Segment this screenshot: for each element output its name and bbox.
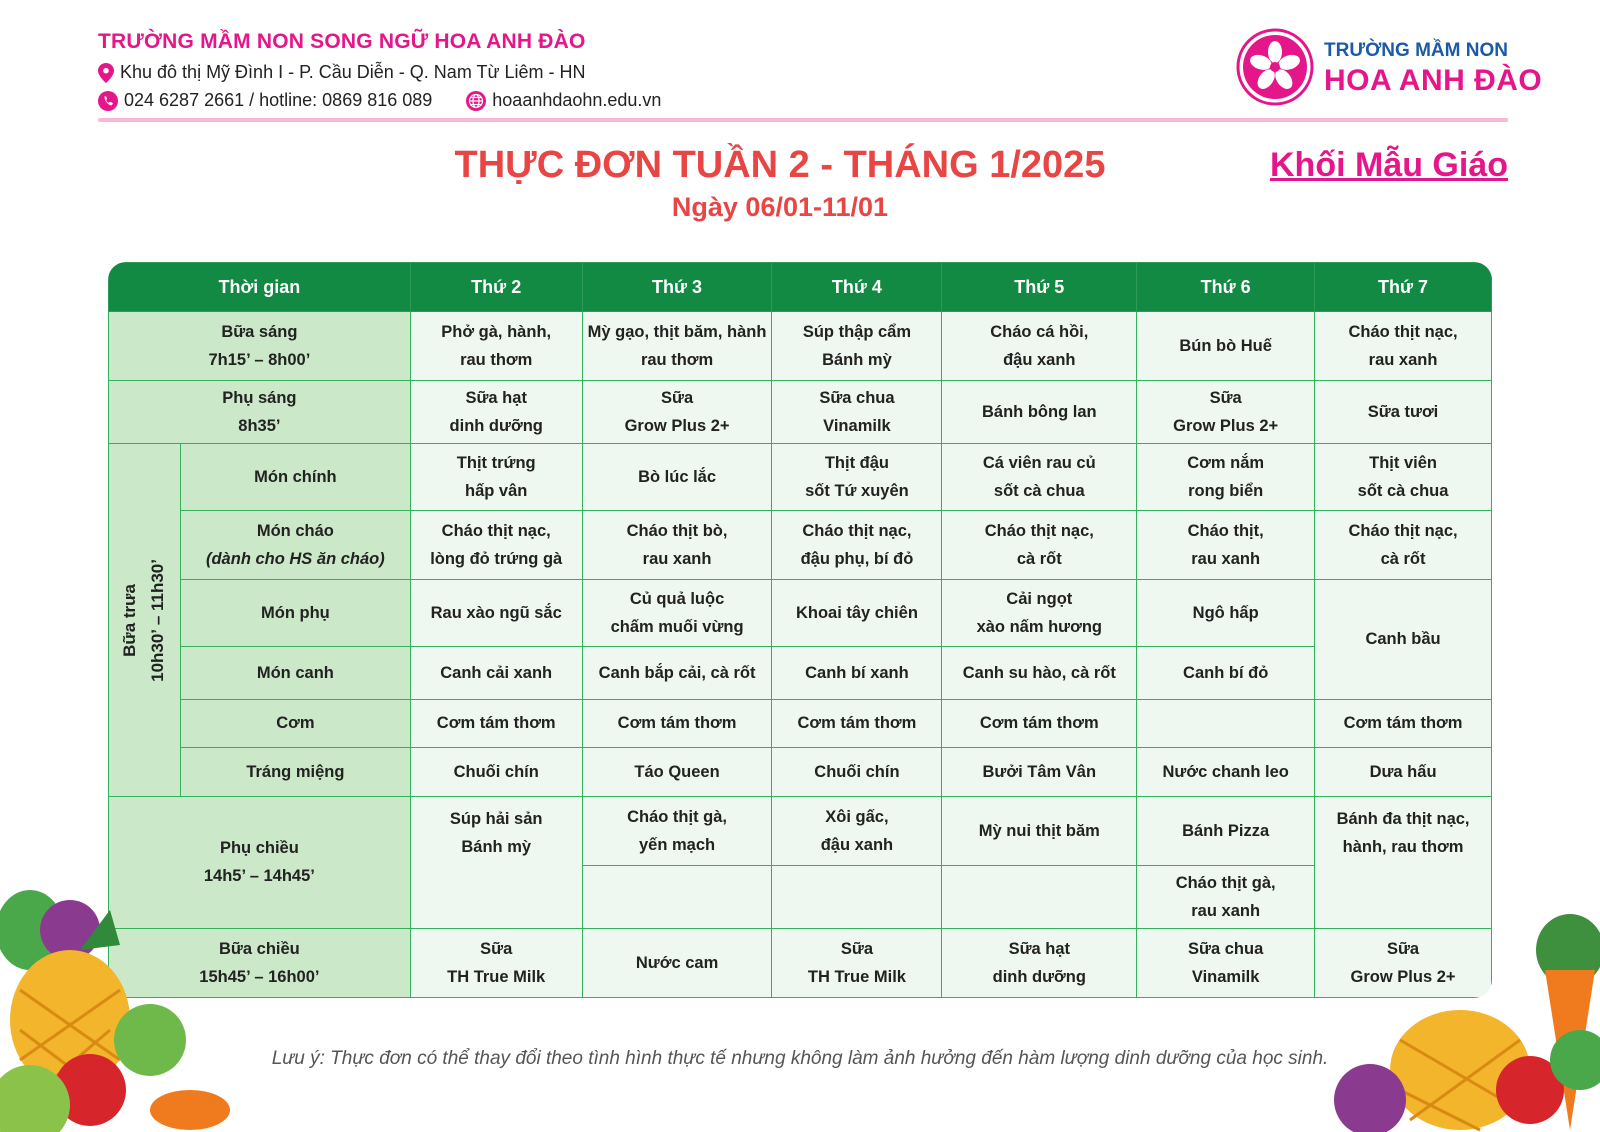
- cell-line: Bánh mỳ: [461, 838, 532, 857]
- header-divider: [98, 118, 1508, 122]
- cell-msnack-fri: [1137, 381, 1315, 444]
- label-dessert: Tráng miệng: [180, 748, 410, 797]
- weekly-menu-table: [108, 262, 1492, 998]
- cell-line: rau thơm: [640, 351, 714, 369]
- page-title: THỰC ĐƠN TUẦN 2 - THÁNG 1/2025: [454, 144, 1106, 186]
- cell-line: Grow Plus 2+: [1173, 416, 1279, 435]
- cell-soup-thu: Canh su hào, cà rốt: [942, 646, 1137, 699]
- address-text: Khu đô thị Mỹ Đình I - P. Cầu Diễn - Q. Nam Từ Liêm - HN: [120, 62, 586, 82]
- cell-dinner-tue: [582, 928, 772, 997]
- label-breakfast: [109, 312, 411, 381]
- cell-line: Sữa: [1386, 939, 1420, 958]
- cell-breakfast-sat: [1315, 312, 1492, 381]
- cell-line: Cháo thịt gà,: [627, 808, 728, 827]
- map-pin-icon: [98, 63, 114, 83]
- cell-asnack-tue: [582, 797, 772, 866]
- cell-line: rau xanh: [642, 549, 712, 568]
- cell-line: Vinamilk: [1191, 967, 1260, 986]
- cell-line: Cơm nắm: [1187, 453, 1265, 472]
- contact-line: [98, 90, 661, 111]
- cell-msnack-thu: [942, 381, 1137, 444]
- cell-line: Súp hải sản: [449, 810, 543, 829]
- cell-line: dinh dưỡng: [992, 967, 1086, 986]
- cell-dessert-fri: Nước chanh leo: [1137, 748, 1315, 797]
- cell-line: Phở gà, hành,: [441, 323, 552, 341]
- cell-side-soup-sat: Canh bầu: [1315, 579, 1492, 699]
- cell-dinner-mon: [410, 928, 582, 997]
- cell-line: Bún bò Huế: [1179, 337, 1272, 355]
- cell-line: Sữa: [480, 939, 513, 958]
- cell-line: rau xanh: [1191, 549, 1261, 568]
- cell-line: Sữa hạt: [1008, 939, 1071, 958]
- label-line: Món cháo: [256, 521, 334, 540]
- cell-soup-wed: Canh bí xanh: [772, 646, 942, 699]
- cell-asnack-wed-empty: [772, 866, 942, 929]
- cell-line: TH True Milk: [807, 967, 906, 986]
- col-header-fri: Thứ 6: [1137, 263, 1315, 312]
- label-time: 10h30’ – 11h30’: [148, 558, 168, 682]
- label-side-dish: Món phụ: [180, 579, 410, 646]
- cell-breakfast-mon: [410, 312, 582, 381]
- cell-asnack-fri-top: [1137, 797, 1315, 866]
- fruit-illustration-left: [0, 890, 240, 1132]
- cell-line: Xôi gấc,: [825, 808, 889, 827]
- cell-asnack-mon: [410, 797, 582, 929]
- row-lunch-dessert: [109, 748, 1492, 797]
- cell-line: TH True Milk: [447, 967, 546, 986]
- cell-line: Cháo thịt,: [1187, 521, 1264, 540]
- cell-line: dinh dưỡng: [449, 416, 543, 435]
- cell-porridge-tue: [582, 510, 772, 579]
- label-morning-snack: [109, 381, 411, 444]
- cell-line: sốt cà chua: [1357, 481, 1449, 500]
- row-lunch-side: [109, 579, 1492, 646]
- label-note: (dành cho HS ăn cháo): [205, 549, 385, 568]
- cell-line: Sữa chua: [1188, 939, 1264, 958]
- cell-line: Grow Plus 2+: [1350, 967, 1456, 986]
- row-lunch-main: [109, 443, 1492, 510]
- header-row: [109, 263, 1492, 312]
- cell-asnack-sat: [1315, 797, 1492, 929]
- cell-porridge-sat: [1315, 510, 1492, 579]
- row-morning-snack: [109, 381, 1492, 444]
- row-breakfast: [109, 312, 1492, 381]
- cell-line: rau xanh: [1368, 351, 1438, 369]
- cell-line: Sữa: [840, 939, 873, 958]
- cell-dinner-wed: [772, 928, 942, 997]
- cell-breakfast-fri: [1137, 312, 1315, 381]
- cell-dessert-tue: Táo Queen: [582, 748, 772, 797]
- cell-porridge-fri: [1137, 510, 1315, 579]
- label-time: 7h15’ – 8h00’: [208, 351, 311, 369]
- cell-line: Cải ngọt: [1006, 589, 1073, 608]
- row-dinner: [109, 928, 1492, 997]
- cell-soup-mon: Canh cải xanh: [410, 646, 582, 699]
- cell-side-fri: [1137, 579, 1315, 646]
- cell-side-wed: [772, 579, 942, 646]
- globe-icon: [466, 91, 486, 111]
- cell-line: Cháo cá hồi,: [990, 323, 1089, 341]
- cell-soup-fri: Canh bí đỏ: [1137, 646, 1315, 699]
- label-time: 15h45’ – 16h00’: [199, 967, 320, 986]
- cell-main-tue: [582, 443, 772, 510]
- label-line: Bữa chiều: [219, 939, 300, 958]
- col-header-time: Thời gian: [109, 263, 411, 312]
- cell-line: Nước cam: [635, 953, 719, 972]
- cell-line: Bánh Pizza: [1182, 822, 1270, 841]
- date-range: Ngày 06/01-11/01: [671, 192, 889, 222]
- cell-dinner-thu: [942, 928, 1137, 997]
- cell-side-thu: [942, 579, 1137, 646]
- cell-breakfast-tue: [582, 312, 772, 381]
- label-line: Phụ chiều: [219, 839, 299, 858]
- cell-rice-thu: Cơm tám thơm: [942, 699, 1137, 748]
- website: [466, 90, 661, 111]
- cell-line: rau xanh: [1191, 901, 1261, 920]
- col-header-tue: Thứ 3: [582, 263, 772, 312]
- cell-line: đậu xanh: [1003, 351, 1076, 369]
- col-header-mon: Thứ 2: [410, 263, 582, 312]
- cell-line: Rau xào ngũ sắc: [430, 603, 562, 622]
- cell-line: Cháo thịt bò,: [626, 521, 728, 540]
- cell-rice-fri: [1137, 699, 1315, 748]
- cell-dessert-mon: Chuối chín: [410, 748, 582, 797]
- cell-line: Thịt trứng: [456, 453, 536, 472]
- cell-line: Mỳ gạo, thịt băm, hành: [587, 323, 767, 341]
- grade-label: Khối Mẫu Giáo: [1270, 146, 1508, 184]
- cell-line: Mỳ nui thịt băm: [978, 822, 1100, 841]
- cell-line: Cháo thịt nạc,: [984, 521, 1094, 540]
- cell-breakfast-wed: [772, 312, 942, 381]
- cell-line: Thịt đậu: [824, 453, 889, 472]
- cell-asnack-tue-empty: [582, 866, 772, 929]
- cell-msnack-wed: [772, 381, 942, 444]
- label-porridge: [180, 510, 410, 579]
- cell-line: cà rốt: [1380, 549, 1426, 568]
- cell-line: Bánh mỳ: [822, 351, 892, 369]
- school-name: TRƯỜNG MẦM NON SONG NGỮ HOA ANH ĐÀO: [98, 30, 586, 53]
- cell-asnack-thu-empty: [942, 866, 1137, 929]
- cell-line: Sữa: [1209, 388, 1242, 407]
- cell-breakfast-thu: [942, 312, 1137, 381]
- cell-line: chấm muối vừng: [610, 617, 744, 636]
- cell-line: hành, rau thơm: [1342, 838, 1464, 857]
- col-header-wed: Thứ 4: [772, 263, 942, 312]
- cell-line: Bánh đa thịt nạc,: [1336, 810, 1470, 829]
- label-main-dish: Món chính: [180, 443, 410, 510]
- cell-dessert-thu: Bưởi Tâm Vân: [942, 748, 1137, 797]
- cell-line: xào nấm hương: [976, 617, 1103, 636]
- school-logo: [1236, 28, 1543, 110]
- label-line: Phụ sáng: [222, 388, 297, 407]
- cell-line: Sữa chua: [819, 388, 895, 407]
- fruit-illustration-right: [1330, 910, 1600, 1132]
- cell-main-thu: [942, 443, 1137, 510]
- cell-line: cà rốt: [1016, 549, 1062, 568]
- cell-line: Cháo thịt gà,: [1175, 873, 1276, 892]
- cell-line: Cá viên rau củ: [982, 453, 1096, 472]
- row-lunch-soup: [109, 646, 1492, 699]
- row-lunch-porridge: [109, 510, 1492, 579]
- cell-rice-tue: Cơm tám thơm: [582, 699, 772, 748]
- lunch-vertical-label: [116, 559, 172, 682]
- cell-line: Súp thập cẩm: [802, 323, 912, 341]
- cell-line: Khoai tây chiên: [795, 603, 918, 622]
- cell-line: sốt cà chua: [993, 481, 1085, 500]
- cell-line: Sữa hạt: [465, 388, 527, 407]
- logo-line-2: HOA ANH ĐÀO: [1324, 64, 1543, 97]
- label-soup: Món canh: [180, 646, 410, 699]
- cell-line: Củ quả luộc: [629, 589, 725, 608]
- cell-line: Cháo thịt nạc,: [802, 521, 912, 540]
- cell-rice-sat: Cơm tám thơm: [1315, 699, 1492, 748]
- cell-line: Bánh bông lan: [982, 402, 1097, 421]
- cell-line: Sữa tươi: [1367, 402, 1439, 421]
- cell-rice-wed: Cơm tám thơm: [772, 699, 942, 748]
- cell-main-mon: [410, 443, 582, 510]
- cell-main-sat: [1315, 443, 1492, 510]
- label-line: Bữa sáng: [221, 323, 298, 341]
- cell-line: rong biển: [1188, 481, 1264, 500]
- col-header-thu: Thứ 5: [942, 263, 1137, 312]
- cell-line: đậu phụ, bí đỏ: [800, 549, 914, 568]
- cell-line: Cháo thịt nạc,: [1348, 323, 1458, 341]
- cell-main-fri: [1137, 443, 1315, 510]
- label-rice: Cơm: [180, 699, 410, 748]
- cell-side-mon: [410, 579, 582, 646]
- label-time: 14h5’ – 14h45’: [203, 867, 315, 886]
- cell-msnack-sat: [1315, 381, 1492, 444]
- phone-text: 024 6287 2661 / hotline: 0869 816 089: [124, 90, 433, 110]
- label-lunch: [109, 443, 181, 796]
- cell-msnack-tue: [582, 381, 772, 444]
- cell-line: lòng đỏ trứng gà: [430, 549, 563, 568]
- cell-line: Cháo thịt nạc,: [1348, 521, 1458, 540]
- cell-porridge-wed: [772, 510, 942, 579]
- cell-line: Thịt viên: [1369, 453, 1437, 472]
- phone-icon: [98, 91, 118, 111]
- cell-asnack-thu: [942, 797, 1137, 866]
- cell-line: hấp vân: [465, 481, 528, 500]
- label-line: Bữa trưa: [120, 583, 140, 657]
- cell-line: Bò lúc lắc: [638, 467, 717, 486]
- cell-dinner-fri: [1137, 928, 1315, 997]
- row-lunch-rice: [109, 699, 1492, 748]
- address-line: [98, 62, 586, 83]
- row-afternoon-snack: [109, 797, 1492, 866]
- cell-msnack-mon: [410, 381, 582, 444]
- label-time: 8h35’: [238, 416, 281, 435]
- cell-line: Grow Plus 2+: [624, 416, 730, 435]
- cell-porridge-mon: [410, 510, 582, 579]
- cell-line: Ngô hấp: [1192, 603, 1259, 622]
- cell-line: đậu xanh: [820, 836, 894, 855]
- cell-asnack-fri-bottom: [1137, 866, 1315, 929]
- cell-soup-tue: Canh bắp cải, cà rốt: [582, 646, 772, 699]
- cell-line: sốt Tứ xuyên: [805, 481, 909, 500]
- cell-line: yến mạch: [639, 836, 716, 855]
- cell-rice-mon: Cơm tám thơm: [410, 699, 582, 748]
- cell-main-wed: [772, 443, 942, 510]
- cell-line: Vinamilk: [823, 416, 891, 435]
- cell-line: rau thơm: [460, 351, 533, 369]
- cell-side-tue: [582, 579, 772, 646]
- cell-dessert-wed: Chuối chín: [772, 748, 942, 797]
- cell-porridge-thu: [942, 510, 1137, 579]
- website-text: hoaanhdaohn.edu.vn: [492, 90, 662, 110]
- cherry-blossom-icon: [1236, 28, 1314, 106]
- cell-line: Cháo thịt nạc,: [441, 521, 551, 540]
- cell-dessert-sat: Dưa hấu: [1315, 748, 1492, 797]
- footnote: Lưu ý: Thực đơn có thể thay đổi theo tình hình thực tế nhưng không làm ảnh hưởng đến hàm lượng dinh dưỡng của học sinh.: [271, 1048, 1329, 1069]
- cell-line: Sữa: [660, 388, 694, 407]
- col-header-sat: Thứ 7: [1315, 263, 1492, 312]
- logo-line-1: TRƯỜNG MẦM NON: [1324, 40, 1508, 61]
- cell-asnack-wed: [772, 797, 942, 866]
